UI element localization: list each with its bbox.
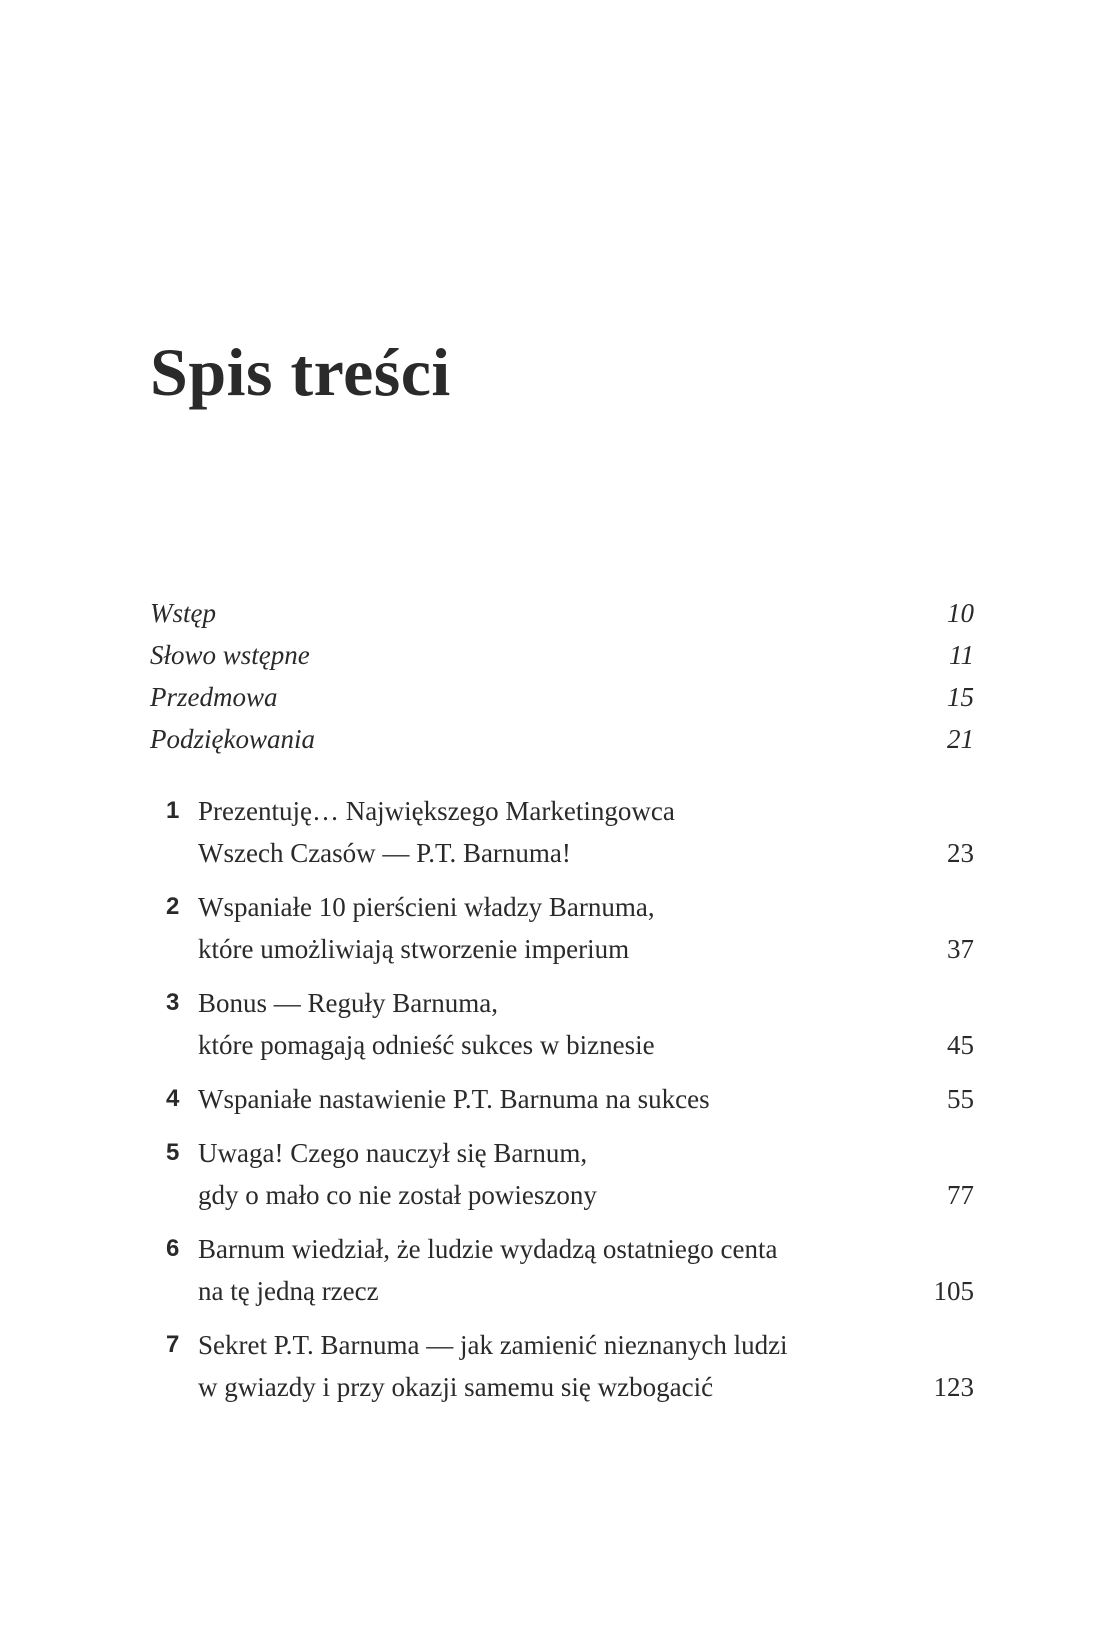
toc-entry-title: Podziękowania [150,724,315,754]
chapter-page: 105 [933,1276,974,1306]
chapter-entry [150,1228,974,1312]
chapter-page: 45 [947,1030,974,1060]
front-matter-list [150,592,974,760]
chapter-entry [150,1078,974,1120]
chapter-page: 77 [947,1180,974,1210]
toc-entry-title: Słowo wstępne [150,640,310,670]
chapter-entry [150,982,974,1066]
chapter-title-line: gdy o mało co nie został powieszony [198,1180,597,1210]
chapter-title-line: które umożliwiają stworzenie imperium [198,934,630,964]
chapter-number: 3 [166,989,180,1016]
toc-entry [150,592,974,634]
chapter-entry [150,1324,974,1408]
chapter-number: 2 [166,893,180,920]
chapter-title-line: Prezentuję… Największego Marketingowca [198,796,675,826]
chapter-number: 5 [166,1139,180,1166]
chapter-title-line: Bonus — Reguły Barnuma, [198,988,498,1018]
chapter-title-line: w gwiazdy i przy okazji samemu się wzbogacić [198,1372,714,1402]
toc-entry-page: 15 [947,682,974,712]
chapter-number: 1 [166,797,180,824]
chapter-title-line: Barnum wiedział, że ludzie wydadzą ostatniego centa [198,1234,778,1264]
toc-entry [150,634,974,676]
chapter-page: 55 [947,1084,974,1114]
chapter-title-line: Wszech Czasów — P.T. Barnuma! [198,838,571,868]
chapter-list [150,790,974,1420]
chapter-title-line: które pomagają odnieść sukces w biznesie [198,1030,655,1060]
chapter-entry [150,790,974,874]
toc-entry-title: Wstęp [150,598,216,628]
chapter-title-line: Wspaniałe 10 pierścieni władzy Barnuma, [198,892,655,922]
toc-entry-title: Przedmowa [150,682,278,712]
chapter-page: 37 [947,934,974,964]
chapter-entry [150,886,974,970]
chapter-title-line: Wspaniałe nastawienie P.T. Barnuma na sukces [198,1084,710,1114]
chapter-number: 7 [166,1331,180,1358]
chapter-title-line: Sekret P.T. Barnuma — jak zamienić nieznanych ludzi [198,1330,788,1360]
toc-entry-page: 11 [949,640,974,670]
toc-entry-page: 21 [947,724,974,754]
page-title: Spis treści [150,334,451,410]
toc-entry [150,676,974,718]
chapter-title-line: Uwaga! Czego nauczył się Barnum, [198,1138,588,1168]
toc-entry-page: 10 [947,598,974,628]
chapter-page: 123 [933,1372,974,1402]
chapter-number: 4 [166,1085,180,1112]
toc-entry [150,718,974,760]
chapter-entry [150,1132,974,1216]
chapter-title-line: na tę jedną rzecz [198,1276,379,1306]
chapter-page: 23 [947,838,974,868]
chapter-number: 6 [166,1235,180,1262]
